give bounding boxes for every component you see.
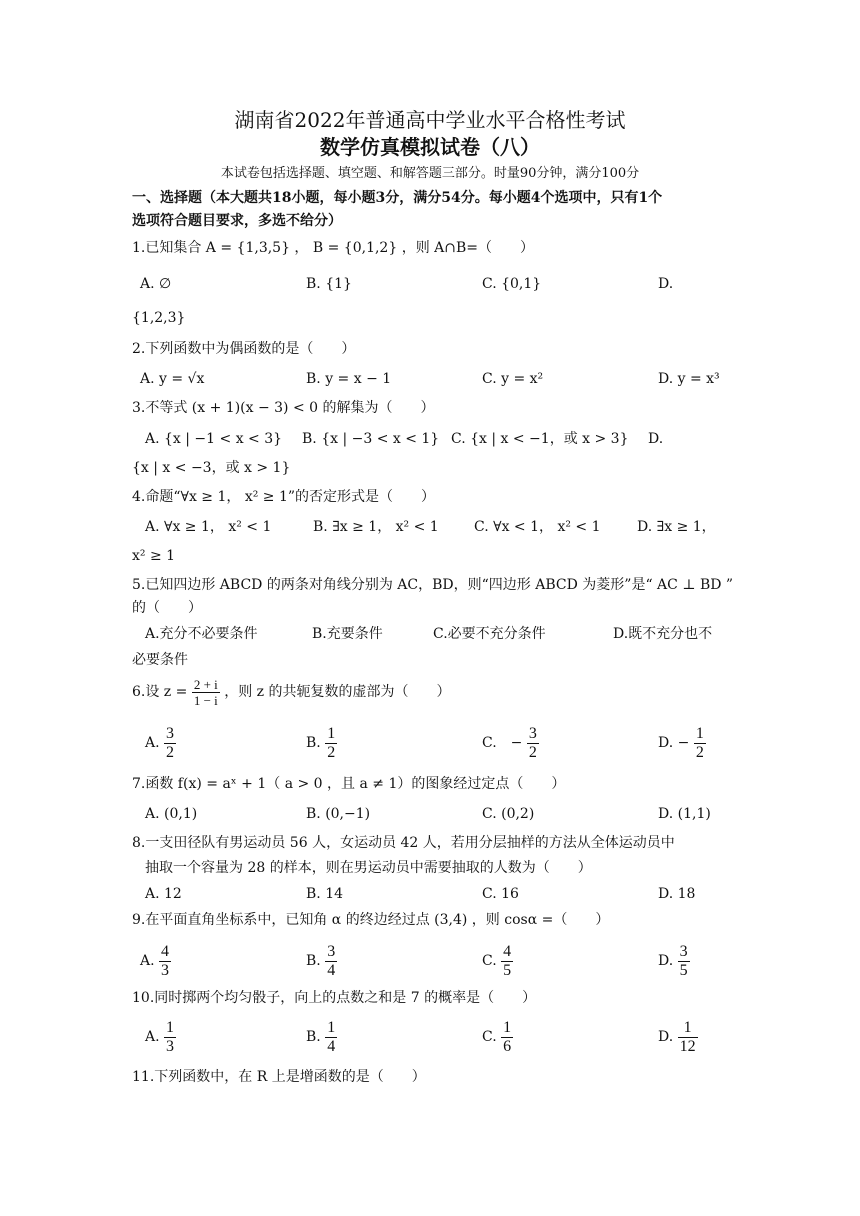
option-fraction [325, 725, 337, 762]
question-6-option-b [306, 724, 337, 762]
option-fraction [159, 943, 171, 980]
question-4-option-c: C. ∀x < 1， x² < 1 [474, 519, 601, 535]
question-8-option-d: D. 18 [658, 886, 696, 902]
question-10-option-a [145, 1018, 176, 1056]
question-5-option-b: B.充要条件 [312, 626, 383, 642]
question-5-option-d: D.既不充分也不 [613, 626, 713, 642]
question-6-fraction-den: 1 − i [193, 692, 218, 708]
option-label: D. [658, 953, 674, 969]
question-3-option-a: A. {x | −1 < x < 3} [145, 431, 283, 447]
fraction-den: 12 [679, 1037, 696, 1055]
option-fraction [164, 725, 176, 762]
section-heading-cont: 选项符合题目要求，多选不给分） [132, 213, 342, 229]
question-1-stem: 1.已知集合 A = {1,3,5} ， B = {0,1,2} ，则 A∩B=（ ） [132, 240, 535, 256]
question-10-option-b [306, 1018, 337, 1056]
fraction-num: 1 [166, 1018, 175, 1036]
question-3-option-c: C. {x | x < −1，或 x > 3} [451, 431, 629, 447]
question-3-option-b: B. {x | −3 < x < 1} [302, 431, 440, 447]
question-3-stem: 3.不等式 (x + 1)(x − 3) < 0 的解集为（ ） [132, 400, 435, 416]
option-label: B. [306, 1029, 321, 1045]
question-11-stem: 11.下列函数中，在 R 上是增函数的是（ ） [132, 1069, 426, 1085]
option-fraction [325, 1019, 337, 1056]
option-label: B. [306, 735, 321, 751]
question-4-option-b: B. ∃x ≥ 1， x² < 1 [313, 519, 439, 535]
option-fraction [325, 943, 337, 980]
option-label: C. [482, 953, 497, 969]
question-8-option-b: B. 14 [306, 886, 344, 902]
question-6-fraction [192, 677, 220, 708]
option-fraction [694, 725, 706, 762]
question-9-option-b [306, 942, 337, 980]
fraction-num: 1 [695, 724, 704, 742]
fraction-num: 1 [327, 724, 336, 742]
fraction-num: 4 [503, 942, 512, 960]
exam-title: 湖南省2022年普通高中学业水平合格性考试 [234, 108, 626, 132]
option-fraction [678, 1019, 698, 1056]
option-label: C. − [482, 735, 523, 751]
question-10-option-d [658, 1018, 698, 1056]
question-2-option-a: A. y = √x [140, 371, 205, 387]
option-fraction [527, 725, 539, 762]
question-5-option-a: A.充分不必要条件 [145, 626, 258, 642]
question-6-stem-pre: 6.设 z = [132, 684, 188, 700]
fraction-num: 3 [166, 724, 175, 742]
option-fraction [678, 943, 690, 980]
question-2-stem: 2.下列函数中为偶函数的是（ ） [132, 341, 356, 357]
question-5-option-c: C.必要不充分条件 [433, 626, 546, 642]
question-4-option-a: A. ∀x ≥ 1， x² < 1 [145, 519, 272, 535]
fraction-num: 1 [327, 1018, 336, 1036]
question-6-option-d [658, 724, 706, 762]
question-3-option-d-cont: {x | x < −3，或 x > 1} [132, 460, 291, 476]
question-1-option-d: D. [658, 276, 674, 292]
question-3-option-d: D. [648, 431, 664, 447]
question-1-option-d-cont: {1,2,3} [132, 310, 186, 326]
question-1-option-c: C. {0,1} [482, 276, 542, 292]
fraction-den: 2 [327, 743, 336, 761]
fraction-den: 4 [327, 1037, 336, 1055]
fraction-num: 3 [679, 942, 688, 960]
question-8-stem: 8.一支田径队有男运动员 56 人，女运动员 42 人，若用分层抽样的方法从全体运动员中 [132, 835, 675, 851]
question-2-option-c: C. y = x² [482, 371, 544, 387]
option-fraction [501, 1019, 513, 1056]
question-9-option-c [482, 942, 513, 980]
question-10-stem: 10.同时掷两个均匀骰子，向上的点数之和是 7 的概率是（ ） [132, 990, 537, 1006]
fraction-den: 5 [503, 961, 512, 979]
exam-subtitle: 数学仿真模拟试卷（八） [320, 135, 540, 159]
option-label: A. [145, 1029, 160, 1045]
question-10-option-c [482, 1018, 513, 1056]
option-label: C. [482, 1029, 497, 1045]
fraction-num: 1 [503, 1018, 512, 1036]
fraction-num: 1 [678, 1019, 698, 1038]
question-1-option-a: A. ∅ [140, 276, 172, 292]
fraction-num: 4 [161, 942, 170, 960]
fraction-den: 6 [503, 1037, 512, 1055]
question-9-stem: 9.在平面直角坐标系中，已知角 α 的终边经过点 (3,4) ，则 cosα =（ ） [132, 912, 610, 928]
question-7-option-a: A. (0,1) [145, 806, 198, 822]
option-fraction [164, 1019, 176, 1056]
question-7-option-b: B. (0,−1) [306, 806, 371, 822]
fraction-den: 3 [166, 1037, 175, 1055]
fraction-den: 2 [166, 743, 175, 761]
question-2-option-b: B. y = x − 1 [306, 371, 392, 387]
question-8-option-c: C. 16 [482, 886, 519, 902]
question-2-option-d: D. y = x³ [658, 371, 720, 387]
fraction-den: 3 [161, 961, 170, 979]
question-6-stem-post: ，则 z 的共轭复数的虚部为（ ） [224, 684, 451, 700]
question-4-stem: 4.命题“∀x ≥ 1， x² ≥ 1”的否定形式是（ ） [132, 489, 436, 505]
section-heading: 一、选择题（本大题共18小题，每小题3分，满分54分。每小题4个选项中，只有1个 [132, 190, 663, 206]
option-fraction [501, 943, 513, 980]
question-4-option-d-cont: x² ≥ 1 [132, 548, 176, 564]
question-7-stem: 7.函数 f(x) = aˣ + 1（ a > 0 ，且 a ≠ 1）的图象经过定点（ ） [132, 776, 566, 792]
question-6-option-a [145, 724, 176, 762]
question-6-option-c [482, 724, 539, 762]
option-label: D. [658, 1029, 674, 1045]
question-9-option-d [658, 942, 690, 980]
option-label: B. [306, 953, 321, 969]
question-5-stem-cont: 的（ ） [132, 600, 202, 616]
question-8-stem-cont: 抽取一个容量为 28 的样本，则在男运动员中需要抽取的人数为（ ） [145, 860, 592, 876]
fraction-num: 3 [327, 942, 336, 960]
question-4-option-d: D. ∃x ≥ 1， [637, 519, 716, 535]
fraction-den: 2 [528, 743, 537, 761]
question-5-stem: 5.已知四边形 ABCD 的两条对角线分别为 AC，BD，则“四边形 ABCD 为菱形”是“ AC ⊥ BD ” [132, 577, 734, 593]
question-7-option-c: C. (0,2) [482, 806, 535, 822]
option-label: A. [145, 735, 160, 751]
question-1-option-b: B. {1} [306, 276, 352, 292]
fraction-den: 5 [679, 961, 688, 979]
question-9-option-a [140, 942, 171, 980]
fraction-den: 4 [327, 961, 336, 979]
fraction-den: 2 [695, 743, 704, 761]
question-8-option-a: A. 12 [145, 886, 182, 902]
option-label: D. − [658, 735, 690, 751]
question-5-option-d-cont: 必要条件 [132, 652, 188, 668]
question-7-option-d: D. (1,1) [658, 806, 711, 822]
question-6-fraction-num: 2 + i [193, 676, 218, 692]
fraction-num: 3 [528, 724, 537, 742]
exam-intro: 本试卷包括选择题、填空题、和解答题三部分。时量90分钟，满分100分 [220, 166, 640, 181]
option-label: A. [140, 953, 155, 969]
question-6-stem [132, 672, 451, 712]
